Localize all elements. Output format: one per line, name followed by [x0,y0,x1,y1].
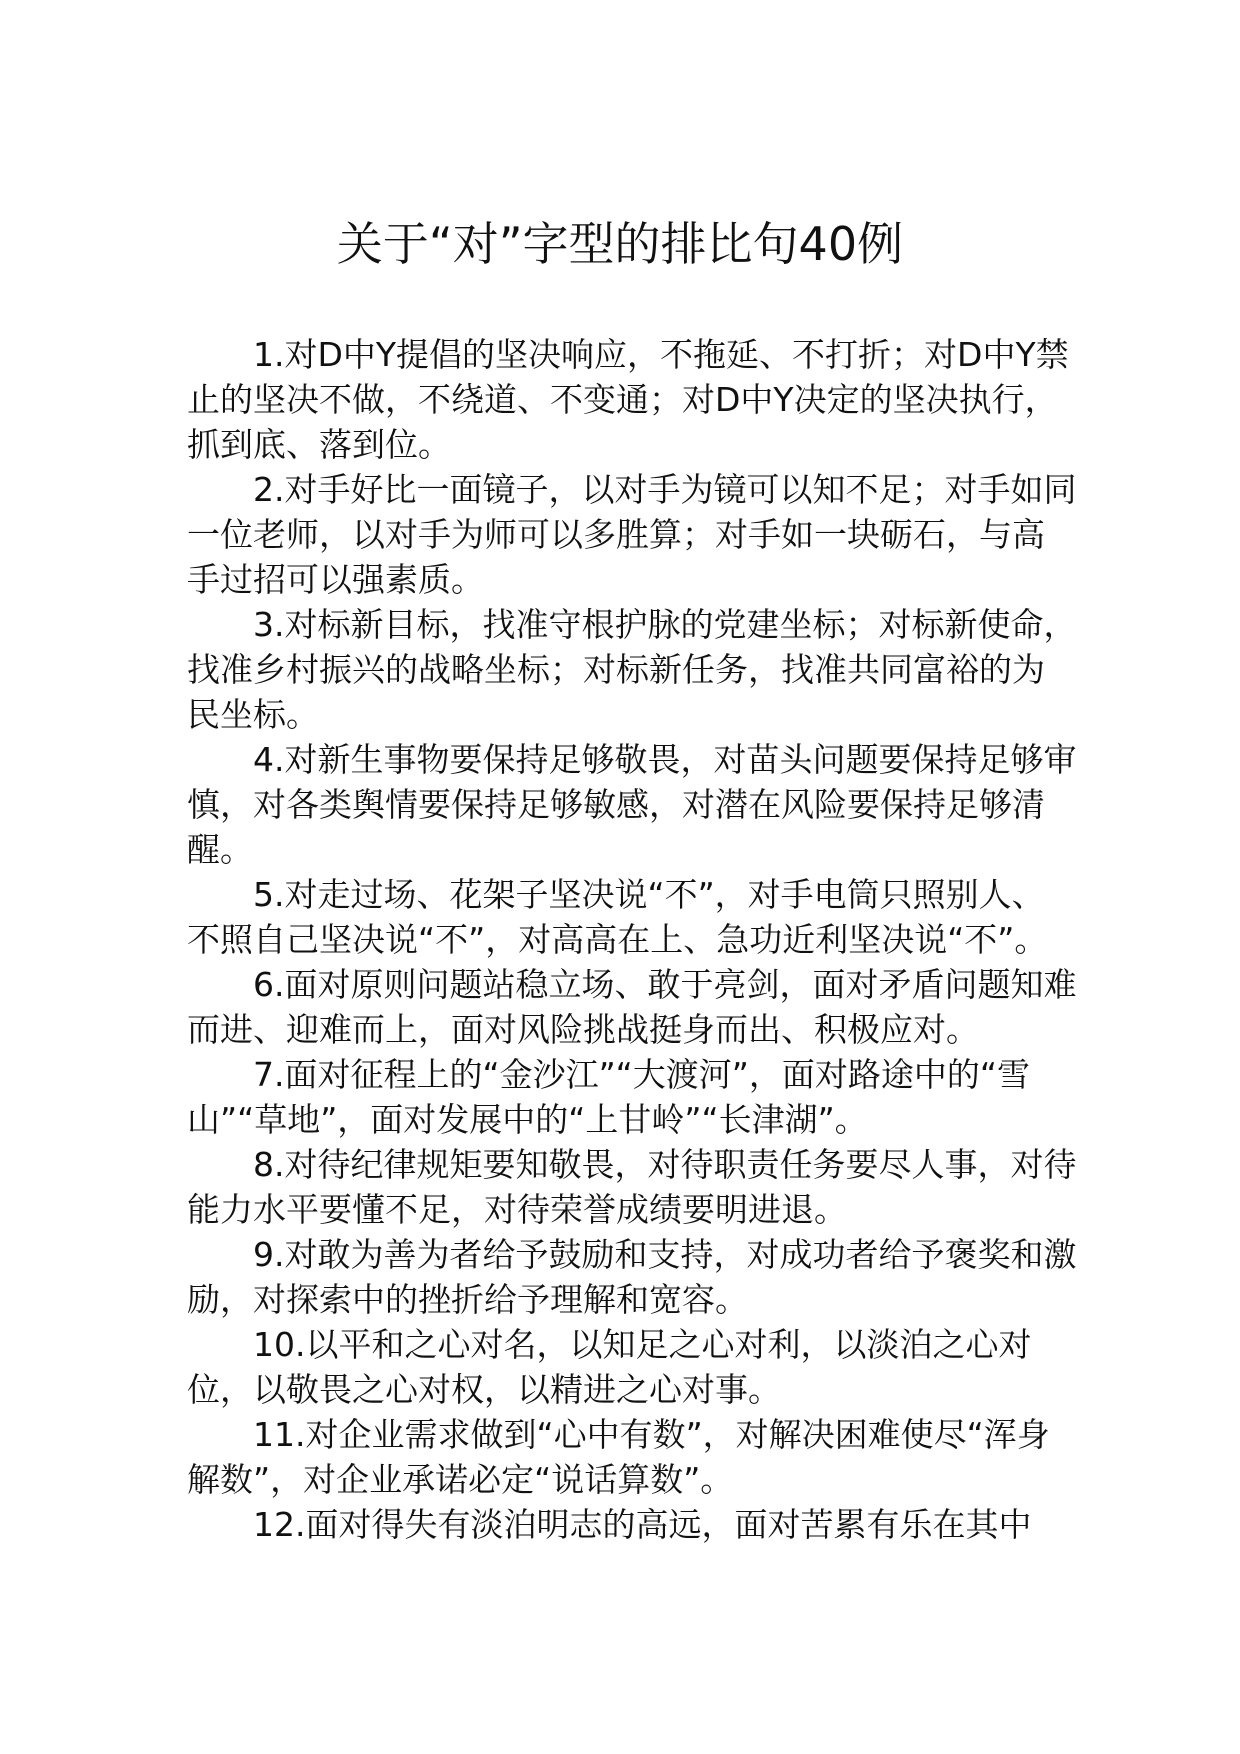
document-body [187,332,1077,1547]
paragraph-10: 10.以平和之心对名，以知足之心对利，以淡泊之心对位，以敬畏之心对权，以精进之心对事。 [187,1325,1032,1409]
paragraph-1: 1.对D中Y提倡的坚决响应，不拖延、不打折；对D中Y禁止的坚决不做，不绕道、不变通；对D中Y决定的坚决执行，抓到底、落到位。 [187,335,1069,464]
paragraph-6: 6.面对原则问题站稳立场、敢于亮剑，面对矛盾问题知难而进、迎难而上，面对风险挑战挺身而出、积极应对。 [187,965,1077,1049]
paragraph-11: 11.对企业需求做到“心中有数”，对解决困难使尽“浑身解数”，对企业承诺必定“说话算数”。 [187,1415,1050,1499]
paragraph-8: 8.对待纪律规矩要知敬畏，对待职责任务要尽人事，对待能力水平要懂不足，对待荣誉成绩要明进退。 [187,1145,1077,1229]
paragraph-7: 7.面对征程上的“金沙江”“大渡河”，面对路途中的“雪山”“草地”，面对发展中的“上甘岭”“长津湖”。 [187,1055,1030,1139]
paragraph-3: 3.对标新目标，找准守根护脉的党建坐标；对标新使命，找准乡村振兴的战略坐标；对标新任务，找准共同富裕的为民坐标。 [187,605,1077,734]
paragraph-12: 12.面对得失有淡泊明志的高远，面对苦累有乐在其中 [253,1505,1032,1544]
document-title: 关于“对”字型的排比句40例 [336,217,904,271]
paragraph-4: 4.对新生事物要保持足够敬畏，对苗头问题要保持足够审慎，对各类舆情要保持足够敏感，对潜在风险要保持足够清醒。 [187,740,1077,869]
paragraph-5: 5.对走过场、花架子坚决说“不”，对手电筒只照别人、不照自己坚决说“不”，对高高在上、急功近利坚决说“不”。 [187,875,1048,959]
paragraph-2: 2.对手好比一面镜子，以对手为镜可以知不足；对手如同一位老师，以对手为师可以多胜算；对手如一块砺石，与高手过招可以强素质。 [187,470,1077,599]
paragraph-9: 9.对敢为善为者给予鼓励和支持，对成功者给予褒奖和激励，对探索中的挫折给予理解和宽容。 [187,1235,1077,1319]
